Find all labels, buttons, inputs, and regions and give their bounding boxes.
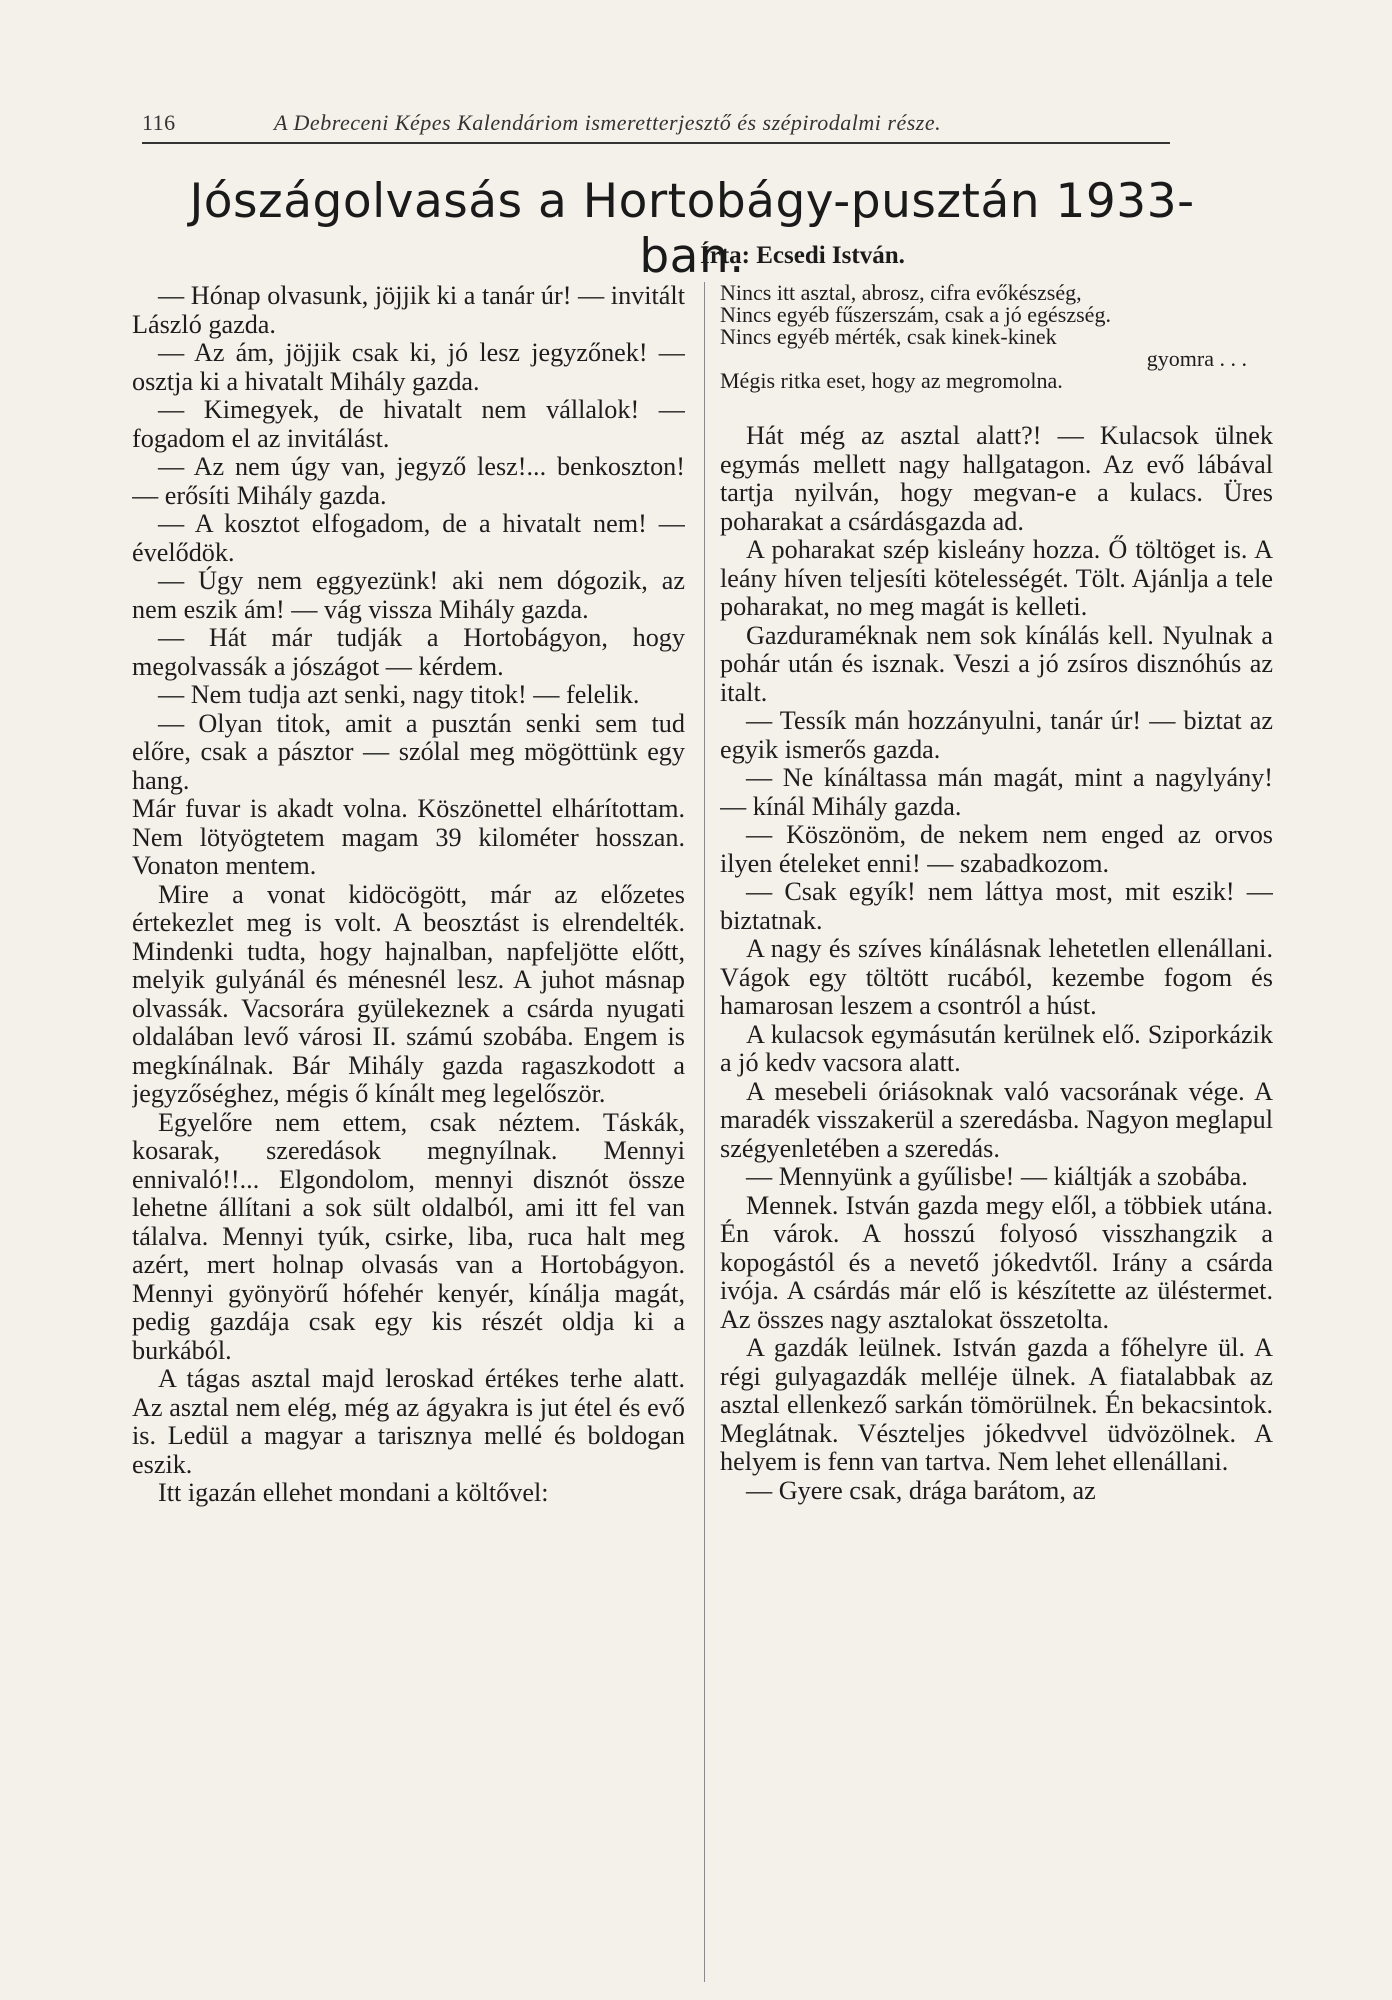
paragraph: — Köszönöm, de nekem nem enged az orvos ilyen ételeket enni! — szabadkozom. — [720, 820, 1273, 878]
verse-line: Mégis ritka eset, hogy az megromolna. — [720, 368, 1063, 393]
column-divider — [704, 282, 705, 1982]
paragraph: — Úgy nem eggyezünk! aki nem dógozik, az nem eszik ám! — vág vissza Mihály gazda. — [132, 566, 685, 624]
paragraph: Mire a vonat kidöcögött, már az előzetes értekezlet meg is volt. A beosztást is elrendelték. Mindenki tudta, hogy hajnalban, napfeljötte előtt, melyik gulyánál és ménesnél lesz. A juhot másnap olvassák. Vacsorára gyülekeznek a csárda nyugati oldalában levő városi II. számú szobába. Engem is megkínálnak. Bár Mihály gazda ragaszkodott a jegyzőséghez, mégis ő kínált meg legelőször. — [132, 879, 685, 1108]
paragraph: Gazduraméknak nem sok kínálás kell. Nyulnak a pohár után és isznak. Veszi a jó zsíros disznóhús az italt. — [720, 620, 1273, 707]
paragraph: — Nem tudja azt senki, nagy titok! — felelik. — [158, 680, 640, 709]
paragraph: Már fuvar is akadt volna. Köszönettel elhárítottam. Nem lötyögtetem magam 39 kilométer hosszan. Vonaton mentem. — [132, 794, 685, 880]
paragraph: A kulacsok egymásután kerülnek elő. Sziporkázik a jó kedv vacsora alatt. — [720, 1019, 1273, 1077]
paragraph: — Kimegyek, de hivatalt nem vállalok! — fogadom el az invitálást. — [132, 395, 685, 453]
verse-quote — [720, 282, 1273, 392]
page-number: 116 — [142, 110, 176, 135]
paragraph: — Olyan titok, amit a pusztán senki sem tud előre, csak a pásztor — szólal meg mögöttünk egy hang. — [132, 708, 685, 795]
paragraph: A nagy és szíves kínálásnak lehetetlen ellenállani. Vágok egy töltött rucából, kezembe fogom és hamarosan leszem a csontról a húst. — [720, 934, 1273, 1020]
article-title: Jószágolvasás a Hortobágy-pusztán 1933-ban. — [189, 174, 1195, 284]
verse-line: Nincs egyéb mérték, csak kinek-kinek — [720, 324, 1057, 349]
paragraph: — A kosztot elfogadom, de a hivatalt nem! — évelődök. — [132, 509, 685, 567]
left-column — [132, 282, 685, 1982]
right-column — [720, 282, 1273, 1982]
paragraph: A mesebeli óriásoknak való vacsorának vége. A maradék visszakerül a szeredásba. Nagyon meglapul szégyenletében a szeredás. — [720, 1076, 1273, 1163]
paragraph: — Tessík mán hozzányulni, tanár úr! — biztat az egyik ismerős gazda. — [720, 706, 1273, 764]
paragraph: Hát még az asztal alatt?! — Kulacsok ülnek egymás mellett nagy hallgatagon. Az evő lábával tartja nyilván, hogy megvan-e a kulacs. Üres poharakat a csárdásgazda ad. — [720, 421, 1273, 536]
paragraph: Itt igazán ellehet mondani a költővel: — [158, 1478, 549, 1507]
verse-line: gyomra . . . — [1146, 346, 1247, 371]
paragraph: — Gyere csak, drága barátom, az — [746, 1475, 1096, 1505]
paragraph: — Az ám, jöjjik csak ki, jó lesz jegyzőnek! — osztja ki a hivatalt Mihály gazda. — [132, 338, 685, 396]
paragraph: — Csak egyík! nem láttya most, mit eszik! — biztatnak. — [720, 877, 1273, 935]
paragraph: A gazdák leülnek. István gazda a főhelyre ül. A régi gulyagazdák melléje ülnek. A fiatalabbak az asztal ellenkező sarkán tömörülnek. Én bekacsintok. Meglátnak. Vészteljes jókedvvel üdvözölnek. A helyem is fenn van tartva. Nem lehet ellenállani. — [720, 1333, 1273, 1476]
paragraph: — Ne kínáltassa mán magát, mint a nagylyány! — kínál Mihály gazda. — [720, 763, 1273, 821]
paragraph: — Mennyünk a gyűlisbe! — kiáltják a szobába. — [746, 1162, 1248, 1191]
article-byline: Írta: Ecsedi István. — [700, 242, 905, 269]
paragraph: Mennek. István gazda megy elől, a többiek utána. Én várok. A hosszú folyosó visszhangzik a kopogástól és a nevető jókedvtől. Irány a csárda ivója. A csárdás már elő is készítette az üléstermet. Az összes nagy asztalokat összetolta. — [720, 1190, 1273, 1334]
paragraph: Egyelőre nem ettem, csak néztem. Táskák, kosarak, szeredások megnyílnak. Mennyi ennivaló!!... Elgondolom, mennyi disznót össze lehetne állítani a sok sült oldalból, ami itt fel van tálalva. Mennyi tyúk, csirke, liba, ruca halt meg azért, mert holnap olvasás van a Hortobágyon. Mennyi gyönyörű hófehér kenyér, kínálja magát, pedig gazdája csak egy kis részét oldja ki a burkából. — [132, 1107, 685, 1365]
paragraph: A poharakat szép kisleány hozza. Ő töltöget is. A leány híven teljesíti kötelességét. Tölt. Ajánlja a tele poharakat, no meg magát is kelleti. — [720, 535, 1273, 621]
running-title: A Debreceni Képes Kalendáriom ismeretterjesztő és szépirodalmi része. — [274, 110, 942, 135]
paragraph: — Hát már tudják a Hortobágyon, hogy megolvassák a jószágot — kérdem. — [132, 623, 685, 681]
running-header — [142, 108, 1170, 144]
verse-line: Nincs egyéb fűszerszám, csak a jó egészség. — [720, 302, 1111, 327]
paragraph: — Az nem úgy van, jegyző lesz!... benkoszton! — erősíti Mihály gazda. — [132, 452, 685, 510]
paragraph: — Hónap olvasunk, jöjjik ki a tanár úr! — invitált László gazda. — [132, 282, 685, 339]
verse-line: Nincs itt asztal, abrosz, cifra evőkészség, — [720, 282, 1082, 305]
paragraph: A tágas asztal majd leroskad értékes terhe alatt. Az asztal nem elég, még az ágyakra is jut étel és evő is. Ledül a magyar a tarisznya mellé és boldogan eszik. — [132, 1364, 685, 1479]
